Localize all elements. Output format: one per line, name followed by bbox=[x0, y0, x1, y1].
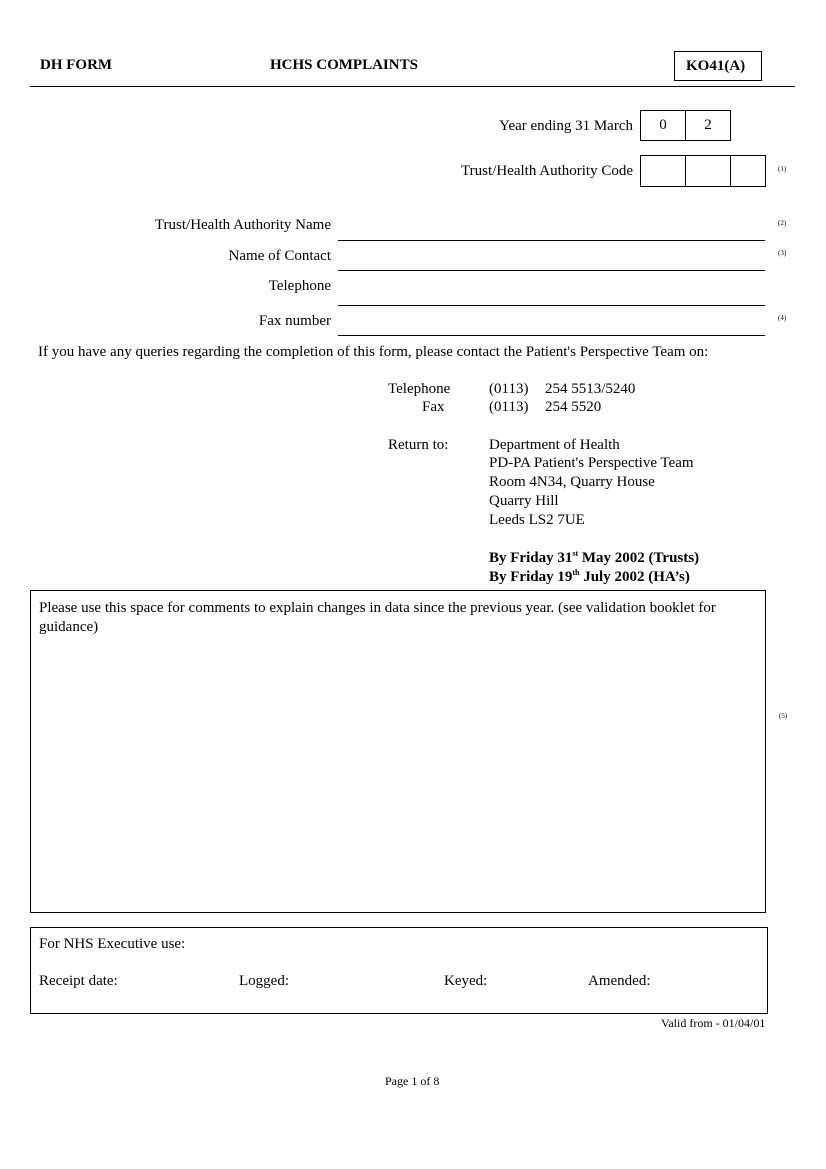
form-code-box bbox=[674, 51, 762, 81]
contact-fax-label: Fax bbox=[422, 399, 445, 415]
address-line: PD-PA Patient's Perspective Team bbox=[489, 455, 694, 471]
contact-fax-area: (0113) bbox=[489, 399, 529, 415]
telephone-label: Telephone bbox=[268, 278, 331, 294]
year-digit-2[interactable] bbox=[685, 110, 731, 141]
logged-label: Logged: bbox=[239, 973, 289, 989]
amended-label: Amended: bbox=[588, 973, 651, 989]
trust-name-label: Trust/Health Authority Name bbox=[154, 217, 331, 233]
note-4: (4) bbox=[778, 314, 787, 322]
deadline-ha bbox=[489, 568, 690, 586]
note-2: (2) bbox=[778, 219, 787, 227]
deadline-trusts-sup: st bbox=[572, 549, 579, 558]
queries-text: If you have any queries regarding the completion of this form, please contact the Patient's Perspective Team on: bbox=[38, 344, 709, 360]
form-title: HCHS COMPLAINTS bbox=[270, 57, 418, 73]
comments-box[interactable] bbox=[30, 590, 766, 913]
receipt-date-label: Receipt date: bbox=[39, 973, 118, 989]
return-label: Return to: bbox=[388, 437, 449, 453]
year-label: Year ending 31 March bbox=[499, 118, 633, 134]
contact-telephone-number: 254 5513/5240 bbox=[545, 381, 636, 397]
note-1: (1) bbox=[778, 165, 787, 173]
trust-name-field[interactable] bbox=[338, 240, 765, 241]
nhs-use-title: For NHS Executive use: bbox=[39, 936, 186, 952]
trust-code-box-1[interactable] bbox=[640, 155, 686, 187]
trust-code-label: Trust/Health Authority Code bbox=[461, 163, 633, 179]
year-digit-1-value: 0 bbox=[659, 117, 667, 133]
contact-telephone-label: Telephone bbox=[388, 381, 451, 397]
contact-label: Name of Contact bbox=[228, 248, 331, 264]
contact-fax-number: 254 5520 bbox=[545, 399, 602, 415]
address-line: Room 4N34, Quarry House bbox=[489, 474, 655, 490]
year-digit-1[interactable] bbox=[640, 110, 686, 141]
keyed-label: Keyed: bbox=[444, 973, 488, 989]
address-line: Quarry Hill bbox=[489, 493, 559, 509]
nhs-use-box bbox=[30, 927, 768, 1014]
year-digit-2-value: 2 bbox=[704, 117, 712, 133]
valid-from: Valid from - 01/04/01 bbox=[661, 1016, 766, 1030]
trust-code-box-2[interactable] bbox=[685, 155, 731, 187]
deadline-ha-sup: th bbox=[572, 568, 580, 577]
deadline-trusts-post: May 2002 (Trusts) bbox=[578, 550, 700, 566]
comments-instructions: Please use this space for comments to explain changes in data since the previous year. (see validation booklet for guidance) bbox=[39, 600, 716, 635]
trust-code-box-3[interactable] bbox=[730, 155, 766, 187]
contact-telephone-area: (0113) bbox=[489, 381, 529, 397]
page-number: Page 1 of 8 bbox=[385, 1074, 440, 1088]
address-line: Leeds LS2 7UE bbox=[489, 512, 585, 528]
deadline-ha-post: July 2002 (HA’s) bbox=[579, 569, 690, 585]
contact-field[interactable] bbox=[338, 270, 765, 271]
deadline-trusts bbox=[489, 549, 699, 567]
fax-field[interactable] bbox=[338, 335, 765, 336]
form-code: KO41(A) bbox=[686, 58, 746, 74]
note-3: (3) bbox=[778, 249, 787, 257]
fax-label: Fax number bbox=[258, 313, 331, 329]
deadline-trusts-pre: By Friday 31 bbox=[489, 550, 573, 566]
header-rule bbox=[30, 86, 795, 87]
address-line: Department of Health bbox=[489, 437, 620, 453]
note-5: (5) bbox=[779, 712, 788, 720]
telephone-field[interactable] bbox=[338, 305, 765, 306]
deadline-ha-pre: By Friday 19 bbox=[489, 569, 573, 585]
form-label: DH FORM bbox=[40, 57, 113, 73]
